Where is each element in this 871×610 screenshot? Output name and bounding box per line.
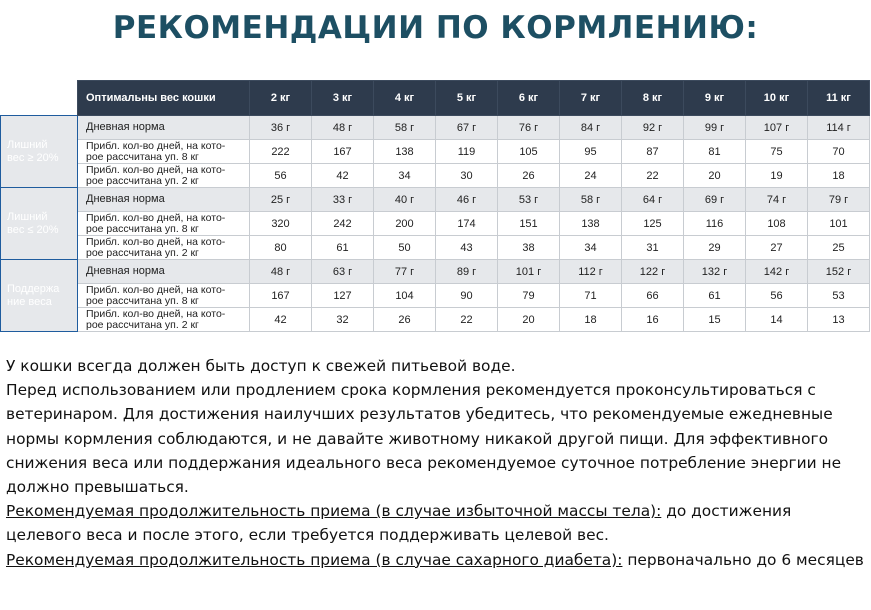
overweight-duration-heading: Рекомендуемая продолжительность приема (в случае избыточной массы тела): [6, 502, 662, 521]
table-row [1, 308, 870, 332]
weight-column-header: 3 кг [312, 81, 374, 116]
group-label-line: Поддержа [7, 282, 60, 295]
table-row [1, 284, 870, 308]
row-label [78, 308, 250, 332]
table-cell: 30 [436, 164, 498, 188]
table-cell: 104 [374, 284, 436, 308]
table-cell: 38 [498, 236, 560, 260]
table-cell: 61 [684, 284, 746, 308]
table-cell: 138 [560, 212, 622, 236]
table-cell: 75 [746, 140, 808, 164]
table-cell: 66 [622, 284, 684, 308]
table-row [1, 260, 870, 284]
table-cell: 40 г [374, 188, 436, 212]
row-label-line: рое рассчитана уп. 2 кг [86, 174, 199, 187]
table-cell: 56 [746, 284, 808, 308]
row-label-line: Дневная норма [86, 265, 165, 277]
page-title: РЕКОМЕНДАЦИИ ПО КОРМЛЕНИЮ: [112, 10, 759, 46]
row-label-line: Прибл. кол-во дней, на кото- [86, 163, 226, 176]
group-label-line: вес ≤ 20% [7, 223, 59, 236]
table-cell: 116 [684, 212, 746, 236]
row-label [78, 260, 250, 284]
group-label [1, 260, 78, 332]
group-label [1, 116, 78, 188]
table-cell: 152 г [808, 260, 870, 284]
table-cell: 34 [374, 164, 436, 188]
table-cell: 43 [436, 236, 498, 260]
table-cell: 138 [374, 140, 436, 164]
row-label [78, 140, 250, 164]
row-label-line: Прибл. кол-во дней, на кото- [86, 211, 226, 224]
row-label [78, 212, 250, 236]
table-cell: 48 г [312, 116, 374, 140]
row-label [78, 284, 250, 308]
table-cell: 114 г [808, 116, 870, 140]
table-cell: 80 [250, 236, 312, 260]
diabetes-duration-paragraph [6, 548, 866, 572]
table-cell: 142 г [746, 260, 808, 284]
overweight-duration-paragraph [6, 499, 866, 547]
table-cell: 81 [684, 140, 746, 164]
row-label-line: Дневная норма [86, 121, 165, 133]
table-cell: 200 [374, 212, 436, 236]
row-label-line: рое рассчитана уп. 2 кг [86, 246, 199, 259]
row-label-line: Прибл. кол-во дней, на кото- [86, 307, 226, 320]
table-cell: 48 г [250, 260, 312, 284]
table-header-row [1, 81, 870, 116]
table-cell: 36 г [250, 116, 312, 140]
table-cell: 53 г [498, 188, 560, 212]
water-note: У кошки всегда должен быть доступ к свежей питьевой воде. [6, 357, 516, 375]
table-cell: 25 г [250, 188, 312, 212]
table-cell: 16 [622, 308, 684, 332]
weight-column-header: 5 кг [436, 81, 498, 116]
row-label [78, 116, 250, 140]
table-cell: 14 [746, 308, 808, 332]
group-label-line: Лишний [7, 138, 48, 151]
table-cell: 42 [250, 308, 312, 332]
table-cell: 34 [560, 236, 622, 260]
diabetes-duration-heading: Рекомендуемая продолжительность приема (в случае сахарного диабета): [6, 550, 623, 569]
table-cell: 46 г [436, 188, 498, 212]
table-row [1, 116, 870, 140]
table-cell: 26 [498, 164, 560, 188]
table-cell: 63 г [312, 260, 374, 284]
table-cell: 74 г [746, 188, 808, 212]
table-cell: 69 г [684, 188, 746, 212]
row-label-line: Прибл. кол-во дней, на кото- [86, 283, 226, 296]
weight-column-header: 4 кг [374, 81, 436, 116]
row-label-line: Прибл. кол-во дней, на кото- [86, 139, 226, 152]
table-cell: 95 [560, 140, 622, 164]
table-cell: 92 г [622, 116, 684, 140]
table-row [1, 188, 870, 212]
row-label [78, 164, 250, 188]
table-row [1, 236, 870, 260]
weight-column-header: 11 кг [808, 81, 870, 116]
table-cell: 61 [312, 236, 374, 260]
table-cell: 242 [312, 212, 374, 236]
table-cell: 119 [436, 140, 498, 164]
table-cell: 151 [498, 212, 560, 236]
table-cell: 77 г [374, 260, 436, 284]
overweight-duration-text: до достижения целевого веса и после этого, если требуется поддерживать целевой вес. [6, 502, 792, 545]
table-cell: 167 [312, 140, 374, 164]
table-row [1, 164, 870, 188]
table-cell: 101 г [498, 260, 560, 284]
weight-column-header: 10 кг [746, 81, 808, 116]
table-row [1, 212, 870, 236]
table-cell: 122 г [622, 260, 684, 284]
feeding-table [0, 80, 870, 332]
table-cell: 84 г [560, 116, 622, 140]
table-cell: 222 [250, 140, 312, 164]
table-cell: 13 [808, 308, 870, 332]
table-row [1, 140, 870, 164]
feeding-notes [6, 354, 866, 572]
table-cell: 18 [808, 164, 870, 188]
weight-column-header: 2 кг [250, 81, 312, 116]
table-cell: 125 [622, 212, 684, 236]
table-cell: 53 [808, 284, 870, 308]
table-cell: 89 г [436, 260, 498, 284]
table-cell: 127 [312, 284, 374, 308]
table-cell: 33 г [312, 188, 374, 212]
group-label-line: вес ≥ 20% [7, 151, 59, 164]
table-cell: 132 г [684, 260, 746, 284]
group-label [1, 188, 78, 260]
table-cell: 79 [498, 284, 560, 308]
row-label-line: Прибл. кол-во дней, на кото- [86, 235, 226, 248]
table-cell: 25 [808, 236, 870, 260]
table-cell: 19 [746, 164, 808, 188]
table-cell: 56 [250, 164, 312, 188]
weight-column-header: 7 кг [560, 81, 622, 116]
table-cell: 320 [250, 212, 312, 236]
table-cell: 107 г [746, 116, 808, 140]
table-cell: 112 г [560, 260, 622, 284]
table-cell: 58 г [560, 188, 622, 212]
table-cell: 87 [622, 140, 684, 164]
table-cell: 22 [622, 164, 684, 188]
weight-column-header: 8 кг [622, 81, 684, 116]
table-cell: 58 г [374, 116, 436, 140]
row-label-line: Дневная норма [86, 193, 165, 205]
table-cell: 101 [808, 212, 870, 236]
table-cell: 79 г [808, 188, 870, 212]
weight-column-header: 9 кг [684, 81, 746, 116]
group-label-line: ние веса [7, 295, 52, 308]
table-cell: 42 [312, 164, 374, 188]
table-cell: 108 [746, 212, 808, 236]
weight-column-header: 6 кг [498, 81, 560, 116]
table-cell: 99 г [684, 116, 746, 140]
table-cell: 15 [684, 308, 746, 332]
table-cell: 20 [684, 164, 746, 188]
table-cell: 64 г [622, 188, 684, 212]
table-cell: 27 [746, 236, 808, 260]
table-cell: 90 [436, 284, 498, 308]
table-cell: 67 г [436, 116, 498, 140]
row-label [78, 236, 250, 260]
vet-advice-paragraph: Перед использованием или продлением срока кормления рекомендуется проконсультироваться с ветеринаром. Для достижения наилучших результатов убедитесь, что рекомендуемые ежедневные нормы кормления соблюдаются, и не давайте животному никакой другой пищи. Для эффективного снижения веса или поддержания идеального веса рекомендуемое суточное потребление энергии не должно превышаться. [6, 381, 842, 497]
table-cell: 174 [436, 212, 498, 236]
table-cell: 26 [374, 308, 436, 332]
group-label-line: Лишний [7, 210, 48, 223]
table-cell: 20 [498, 308, 560, 332]
table-corner [1, 81, 78, 116]
table-cell: 32 [312, 308, 374, 332]
weight-header-label: Оптимальны вес кошки [78, 81, 250, 116]
table-cell: 31 [622, 236, 684, 260]
row-label-line: рое рассчитана уп. 8 кг [86, 222, 199, 235]
diabetes-duration-text: первоначально до 6 месяцев [622, 550, 864, 569]
table-cell: 167 [250, 284, 312, 308]
row-label-line: рое рассчитана уп. 8 кг [86, 294, 199, 307]
table-cell: 76 г [498, 116, 560, 140]
table-cell: 22 [436, 308, 498, 332]
table-cell: 29 [684, 236, 746, 260]
table-cell: 105 [498, 140, 560, 164]
row-label-line: рое рассчитана уп. 2 кг [86, 318, 199, 331]
table-cell: 24 [560, 164, 622, 188]
table-cell: 70 [808, 140, 870, 164]
table-cell: 50 [374, 236, 436, 260]
row-label [78, 188, 250, 212]
table-cell: 71 [560, 284, 622, 308]
table-cell: 18 [560, 308, 622, 332]
row-label-line: рое рассчитана уп. 8 кг [86, 150, 199, 163]
